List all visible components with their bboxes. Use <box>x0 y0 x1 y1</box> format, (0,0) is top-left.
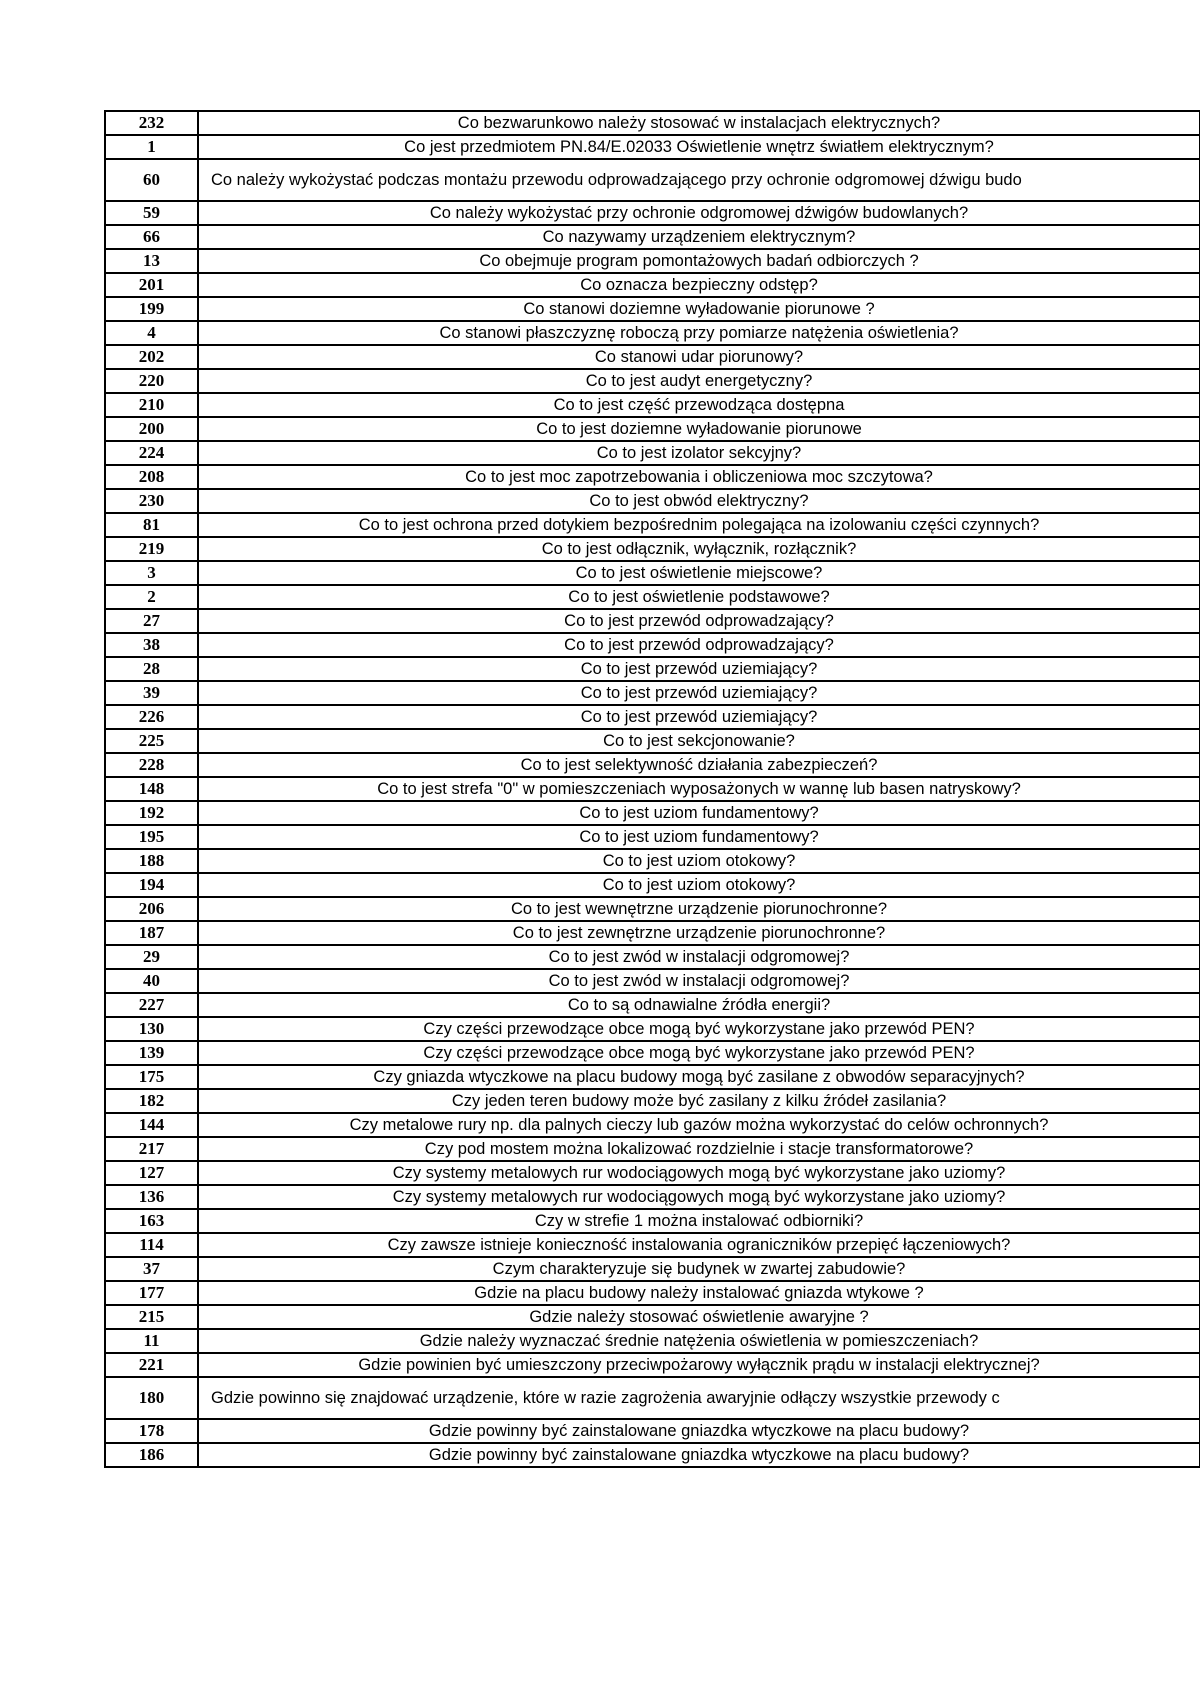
question-text: Co to jest przewód uziemiający? <box>198 657 1200 681</box>
question-number: 230 <box>105 489 198 513</box>
question-number: 226 <box>105 705 198 729</box>
table-row <box>105 1137 1200 1161</box>
question-text: Czy części przewodzące obce mogą być wykorzystane jako przewód PEN? <box>198 1017 1200 1041</box>
table-row <box>105 561 1200 585</box>
question-text: Czy części przewodzące obce mogą być wykorzystane jako przewód PEN? <box>198 1041 1200 1065</box>
question-text: Co to jest ochrona przed dotykiem bezpośrednim polegająca na izolowaniu części czynnych? <box>198 513 1200 537</box>
question-number: 188 <box>105 849 198 873</box>
question-text: Czy jeden teren budowy może być zasilany z kilku źródeł zasilania? <box>198 1089 1200 1113</box>
question-text: Co to jest przewód odprowadzający? <box>198 609 1200 633</box>
table-row <box>105 633 1200 657</box>
question-text: Czy systemy metalowych rur wodociągowych mogą być wykorzystane jako uziomy? <box>198 1161 1200 1185</box>
question-text: Co stanowi doziemne wyładowanie piorunowe ? <box>198 297 1200 321</box>
question-number: 206 <box>105 897 198 921</box>
question-number: 13 <box>105 249 198 273</box>
question-number: 59 <box>105 201 198 225</box>
table-row <box>105 513 1200 537</box>
question-number: 144 <box>105 1113 198 1137</box>
question-number: 195 <box>105 825 198 849</box>
question-text: Co stanowi płaszczyznę roboczą przy pomiarze natężenia oświetlenia? <box>198 321 1200 345</box>
table-row <box>105 1377 1200 1419</box>
question-text: Co to jest część przewodząca dostępna <box>198 393 1200 417</box>
question-number: 29 <box>105 945 198 969</box>
table-row <box>105 1257 1200 1281</box>
table-row <box>105 489 1200 513</box>
question-text: Gdzie należy wyznaczać średnie natężenia oświetlenia w pomieszczeniach? <box>198 1329 1200 1353</box>
question-number: 186 <box>105 1443 198 1467</box>
question-text: Co obejmuje program pomontażowych badań odbiorczych ? <box>198 249 1200 273</box>
table-row <box>105 945 1200 969</box>
table-row <box>105 369 1200 393</box>
question-text: Co to jest odłącznik, wyłącznik, rozłącznik? <box>198 537 1200 561</box>
question-text: Co to jest uziom otokowy? <box>198 849 1200 873</box>
question-number: 202 <box>105 345 198 369</box>
question-number: 148 <box>105 777 198 801</box>
question-text: Co to jest moc zapotrzebowania i obliczeniowa moc szczytowa? <box>198 465 1200 489</box>
question-number: 232 <box>105 111 198 135</box>
table-row <box>105 681 1200 705</box>
question-number: 177 <box>105 1281 198 1305</box>
table-row <box>105 417 1200 441</box>
table-row <box>105 321 1200 345</box>
table-row <box>105 159 1200 201</box>
question-text: Co to jest uziom otokowy? <box>198 873 1200 897</box>
table-row <box>105 1443 1200 1467</box>
question-text: Czy gniazda wtyczkowe na placu budowy mogą być zasilane z obwodów separacyjnych? <box>198 1065 1200 1089</box>
table-row <box>105 609 1200 633</box>
question-number: 27 <box>105 609 198 633</box>
question-text: Co należy wykożystać przy ochronie odgromowej dźwigów budowlanych? <box>198 201 1200 225</box>
table-row <box>105 1209 1200 1233</box>
question-text: Gdzie powinny być zainstalowane gniazdka wtyczkowe na placu budowy? <box>198 1419 1200 1443</box>
question-text: Co to jest sekcjonowanie? <box>198 729 1200 753</box>
table-row <box>105 1113 1200 1137</box>
table-row <box>105 393 1200 417</box>
table-row <box>105 135 1200 159</box>
table-row <box>105 1419 1200 1443</box>
question-number: 37 <box>105 1257 198 1281</box>
question-text: Co to jest strefa "0" w pomieszczeniach wyposażonych w wannę lub basen natryskowy? <box>198 777 1200 801</box>
question-text: Co to jest zwód w instalacji odgromowej? <box>198 945 1200 969</box>
question-number: 11 <box>105 1329 198 1353</box>
question-text: Co to jest selektywność działania zabezpieczeń? <box>198 753 1200 777</box>
question-text: Co to jest uziom fundamentowy? <box>198 801 1200 825</box>
table-row <box>105 1329 1200 1353</box>
table-row <box>105 801 1200 825</box>
question-number: 228 <box>105 753 198 777</box>
question-number: 199 <box>105 297 198 321</box>
table-row <box>105 1065 1200 1089</box>
table-row <box>105 345 1200 369</box>
question-number: 130 <box>105 1017 198 1041</box>
question-text: Co to jest doziemne wyładowanie piorunowe <box>198 417 1200 441</box>
question-text: Gdzie powinien być umieszczony przeciwpożarowy wyłącznik prądu w instalacji elektrycznej? <box>198 1353 1200 1377</box>
question-number: 208 <box>105 465 198 489</box>
table-row <box>105 1305 1200 1329</box>
question-number: 200 <box>105 417 198 441</box>
question-number: 182 <box>105 1089 198 1113</box>
question-text: Co oznacza bezpieczny odstęp? <box>198 273 1200 297</box>
question-text: Czy metalowe rury np. dla palnych cieczy lub gazów można wykorzystać do celów ochronnych? <box>198 1113 1200 1137</box>
question-table <box>104 110 1200 1468</box>
question-number: 38 <box>105 633 198 657</box>
question-number: 225 <box>105 729 198 753</box>
question-text: Co to jest oświetlenie miejscowe? <box>198 561 1200 585</box>
question-text: Co to jest wewnętrzne urządzenie piorunochronne? <box>198 897 1200 921</box>
question-number: 220 <box>105 369 198 393</box>
question-text: Co to jest oświetlenie podstawowe? <box>198 585 1200 609</box>
table-row <box>105 273 1200 297</box>
question-text: Gdzie należy stosować oświetlenie awaryjne ? <box>198 1305 1200 1329</box>
table-row <box>105 1185 1200 1209</box>
question-text: Co stanowi udar piorunowy? <box>198 345 1200 369</box>
table-row <box>105 465 1200 489</box>
table-row <box>105 897 1200 921</box>
table-row <box>105 729 1200 753</box>
table-row <box>105 1161 1200 1185</box>
question-text: Co to jest przewód odprowadzający? <box>198 633 1200 657</box>
question-text: Co to jest uziom fundamentowy? <box>198 825 1200 849</box>
question-number: 163 <box>105 1209 198 1233</box>
question-text: Co jest przedmiotem PN.84/E.02033 Oświetlenie wnętrz światłem elektrycznym? <box>198 135 1200 159</box>
table-row <box>105 969 1200 993</box>
question-number: 201 <box>105 273 198 297</box>
table-row <box>105 297 1200 321</box>
question-text: Co to jest przewód uziemiający? <box>198 705 1200 729</box>
question-number: 221 <box>105 1353 198 1377</box>
question-number: 114 <box>105 1233 198 1257</box>
table-row <box>105 1089 1200 1113</box>
question-text: Gdzie na placu budowy należy instalować gniazda wtykowe ? <box>198 1281 1200 1305</box>
question-text: Gdzie powinno się znajdować urządzenie, które w razie zagrożenia awaryjnie odłączy wszystkie przewody c <box>198 1377 1200 1419</box>
question-number: 3 <box>105 561 198 585</box>
question-text: Czy zawsze istnieje konieczność instalowania ograniczników przepięć łączeniowych? <box>198 1233 1200 1257</box>
question-number: 192 <box>105 801 198 825</box>
question-number: 187 <box>105 921 198 945</box>
question-text: Co to jest obwód elektryczny? <box>198 489 1200 513</box>
table-row <box>105 825 1200 849</box>
table-row <box>105 225 1200 249</box>
question-text: Co to jest zewnętrzne urządzenie piorunochronne? <box>198 921 1200 945</box>
question-number: 219 <box>105 537 198 561</box>
table-row <box>105 585 1200 609</box>
question-number: 60 <box>105 159 198 201</box>
question-text: Co bezwarunkowo należy stosować w instalacjach elektrycznych? <box>198 111 1200 135</box>
question-text: Co to jest audyt energetyczny? <box>198 369 1200 393</box>
table-row <box>105 705 1200 729</box>
question-number: 4 <box>105 321 198 345</box>
table-row <box>105 111 1200 135</box>
table-row <box>105 441 1200 465</box>
question-number: 2 <box>105 585 198 609</box>
question-number: 194 <box>105 873 198 897</box>
table-row <box>105 849 1200 873</box>
question-number: 217 <box>105 1137 198 1161</box>
table-row <box>105 921 1200 945</box>
question-text: Czy pod mostem można lokalizować rozdzielnie i stacje transformatorowe? <box>198 1137 1200 1161</box>
table-row <box>105 201 1200 225</box>
table-row <box>105 873 1200 897</box>
question-text: Co to jest przewód uziemiający? <box>198 681 1200 705</box>
question-number: 81 <box>105 513 198 537</box>
question-number: 215 <box>105 1305 198 1329</box>
question-number: 180 <box>105 1377 198 1419</box>
question-text: Co nazywamy urządzeniem elektrycznym? <box>198 225 1200 249</box>
question-number: 1 <box>105 135 198 159</box>
question-text: Czy systemy metalowych rur wodociągowych mogą być wykorzystane jako uziomy? <box>198 1185 1200 1209</box>
table-row <box>105 1353 1200 1377</box>
table-row <box>105 993 1200 1017</box>
question-number: 210 <box>105 393 198 417</box>
question-text: Co to jest zwód w instalacji odgromowej? <box>198 969 1200 993</box>
question-number: 175 <box>105 1065 198 1089</box>
question-number: 136 <box>105 1185 198 1209</box>
question-text: Gdzie powinny być zainstalowane gniazdka wtyczkowe na placu budowy? <box>198 1443 1200 1467</box>
question-number: 227 <box>105 993 198 1017</box>
table-row <box>105 1017 1200 1041</box>
table-row <box>105 537 1200 561</box>
table-row <box>105 657 1200 681</box>
question-text: Co to są odnawialne źródła energii? <box>198 993 1200 1017</box>
question-text: Co należy wykożystać podczas montażu przewodu odprowadzającego przy ochronie odgromowej dźwigu budo <box>198 159 1200 201</box>
table-row <box>105 1281 1200 1305</box>
question-number: 39 <box>105 681 198 705</box>
question-text: Czym charakteryzuje się budynek w zwartej zabudowie? <box>198 1257 1200 1281</box>
table-row <box>105 1041 1200 1065</box>
question-number: 178 <box>105 1419 198 1443</box>
question-number: 40 <box>105 969 198 993</box>
question-text: Czy w strefie 1 można instalować odbiorniki? <box>198 1209 1200 1233</box>
question-text: Co to jest izolator sekcyjny? <box>198 441 1200 465</box>
table-row <box>105 249 1200 273</box>
question-number: 66 <box>105 225 198 249</box>
question-number: 139 <box>105 1041 198 1065</box>
question-number: 224 <box>105 441 198 465</box>
question-number: 127 <box>105 1161 198 1185</box>
question-table-body <box>105 111 1200 1467</box>
table-row <box>105 1233 1200 1257</box>
table-row <box>105 777 1200 801</box>
table-row <box>105 753 1200 777</box>
question-number: 28 <box>105 657 198 681</box>
